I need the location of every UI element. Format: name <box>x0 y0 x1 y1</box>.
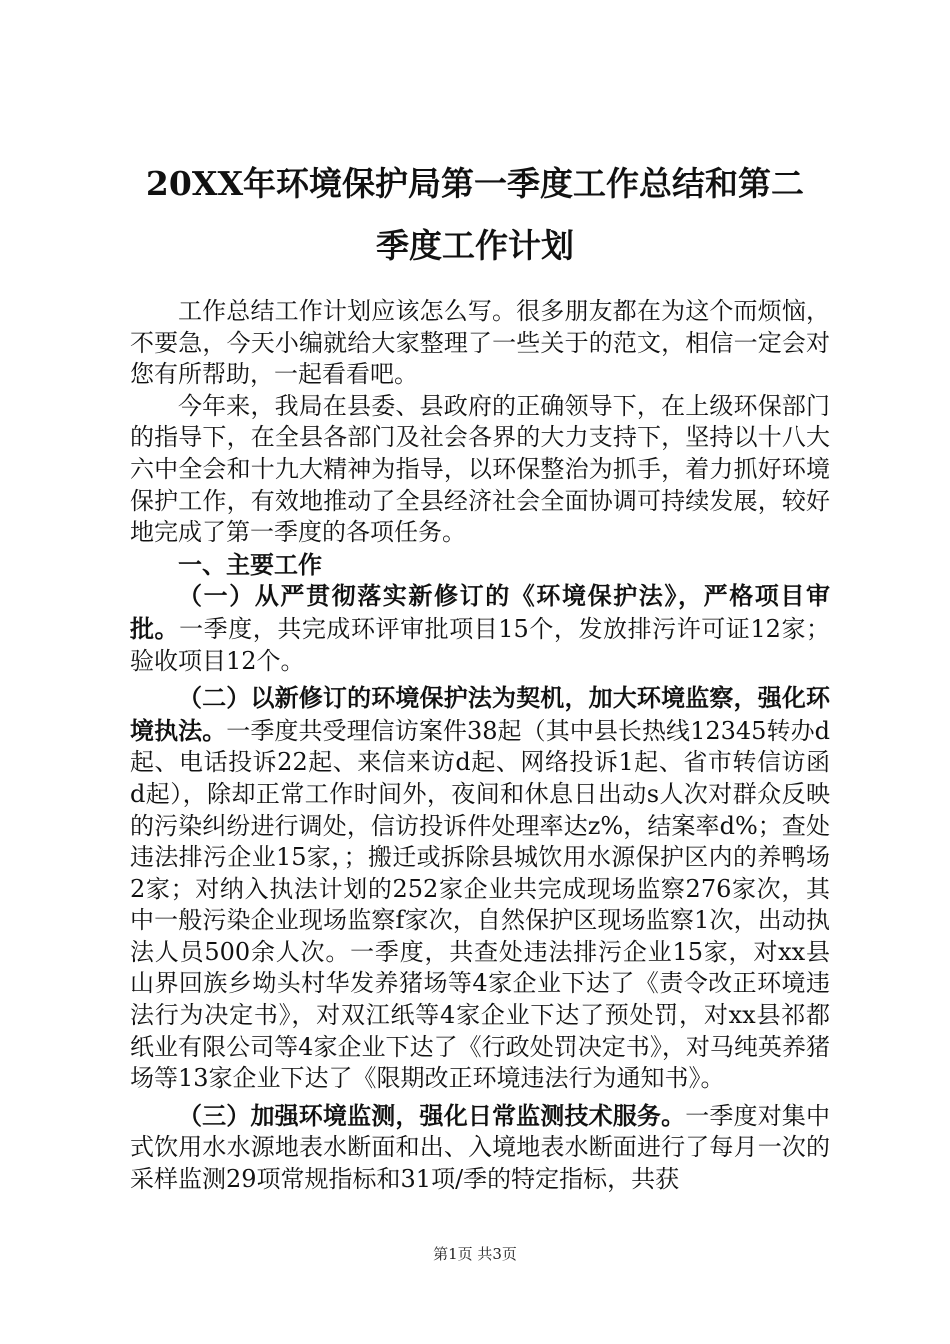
section-heading-text: 一、主要工作 <box>178 549 322 579</box>
document-title-line-1: 20XX年环境保护局第一季度工作总结和第二 <box>145 164 805 203</box>
paragraph-text: 一季度，共完成环评审批项目15个，发放排污许可证12家；验收项目12个。 <box>130 614 831 675</box>
paragraph-overview <box>130 391 830 549</box>
paragraph-item-1 <box>130 580 830 677</box>
paragraph-lead: （三）加强环境监测，强化日常监测技术服务。 <box>178 1100 686 1130</box>
paragraph-text: 今年来，我局在县委、县政府的正确领导下，在上级环保部门的指导下，在全县各部门及社会各界的大力支持下，坚持以十八大六中全会和十九大精神为指导，以环保整治为抓手，着力抓好环境保护工作，有效地推动了全县经济社会全面协调可持续发展，较好地完成了第一季度的各项任务。 <box>130 391 830 547</box>
paragraph-text: 工作总结工作计划应该怎么写。很多朋友都在为这个而烦恼，不要急，今天小编就给大家整理了一些关于的范文，相信一定会对您有所帮助，一起看看吧。 <box>130 297 830 389</box>
section-heading-main-work <box>130 549 830 581</box>
paragraph-lead: （二）以新修订的环境保护法为契机，加大环境监察，强化环境执法。 <box>130 683 830 745</box>
paragraph-lead: （一）从严贯彻落实新修订的《环境保护法》，严格项目审批。 <box>130 581 830 643</box>
page-footer: 第1页 共3页 <box>433 1245 517 1263</box>
document-title-line-2: 季度工作计划 <box>376 226 574 265</box>
paragraph-intro <box>130 296 830 391</box>
document-body <box>130 296 830 1196</box>
paragraph-text: 一季度共受理信访案件38起（其中县长热线12345转办d起、电话投诉22起、来信来访d起、网络投诉1起、省市转信访函d起），除却正常工作时间外，夜间和休息日出动s人次对群众反映的污染纠纷进行调处，信访投诉件处理率达z%，结案率d%；查处违法排污企业15家，；搬迁或拆除县城饮用水源保护区内的养鸭场2家；对纳入执法计划的252家企业共完成现场监察276家次，其中一般污染企业现场监察f家次，自然保护区现场监察1次，出动执法人员500余人次。一季度，共查处违法排污企业15家，对xx县山界回族乡坳头村华发养猪场等4家企业下达了《责令改正环境违法行为决定书》，对双江纸等4家企业下达了预处罚，对xx县祁都纸业有限公司等4家企业下达了《行政处罚决定书》，对马纯英养猪场等13家企业下达了《限期改正环境违法行为通知书》。 <box>130 716 831 1093</box>
paragraph-text: 一季度对集中式饮用水水源地表水断面和出、入境地表水断面进行了每月一次的采样监测29项常规指标和31项/季的特定指标，共获 <box>130 1101 831 1194</box>
paragraph-item-2 <box>130 682 830 1095</box>
paragraph-item-3 <box>130 1100 830 1196</box>
